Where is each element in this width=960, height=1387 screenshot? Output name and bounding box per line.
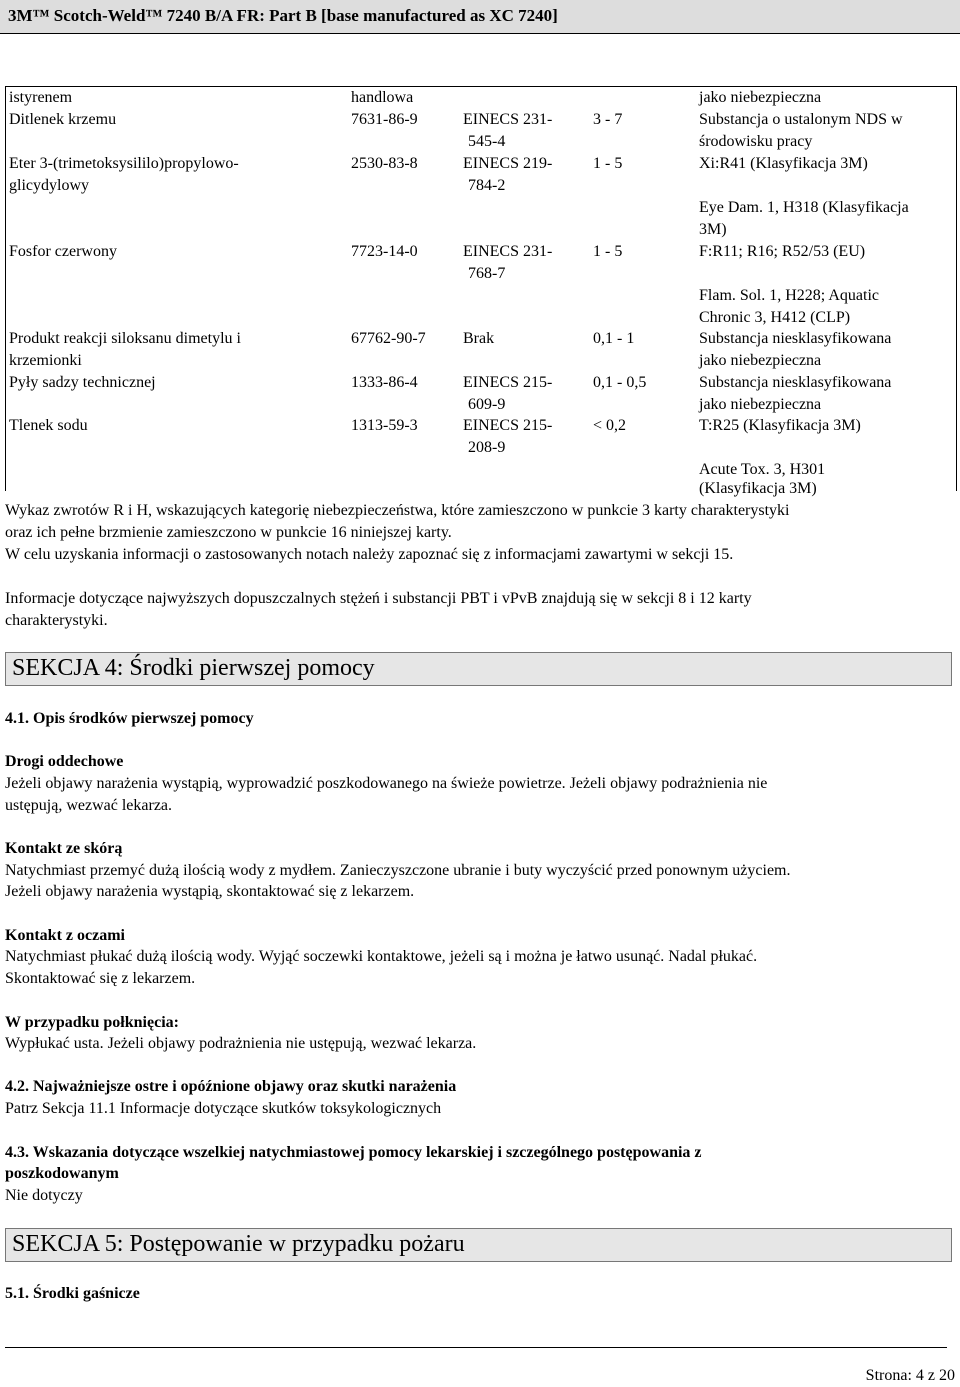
table-cell: 609-9: [468, 396, 506, 413]
table-cell: Substancja niesklasyfikowana: [699, 330, 892, 347]
table-cell: Ditlenek krzemu: [9, 111, 117, 128]
table-cell: handlowa: [351, 89, 414, 106]
subsection-heading: 4.2. Najważniejsze ostre i opóźnione objawy oraz skutki narażenia: [5, 1078, 457, 1095]
section-heading: [5, 1228, 952, 1262]
table-cell: EINECS 219-: [463, 155, 553, 172]
paragraph: Jeżeli objawy narażenia wystąpią, wyprowadzić poszkodowanego na świeże powietrze. Jeżeli objawy podrażnienia nie: [5, 775, 768, 792]
table-cell: Fosfor czerwony: [9, 243, 117, 260]
table-cell: jako niebezpieczna: [699, 396, 822, 413]
document-header: [0, 0, 960, 34]
paragraph: Nie dotyczy: [5, 1187, 83, 1204]
subsection-heading: Drogi oddechowe: [5, 753, 124, 770]
table-cell: Eter 3-(trimetoksysililo)propylowo-: [9, 155, 239, 172]
table-cell: < 0,2: [593, 417, 627, 434]
table-cell: EINECS 231-: [463, 111, 553, 128]
table-cell: istyrenem: [9, 89, 73, 106]
paragraph: W celu uzyskania informacji o zastosowanych notach należy zapoznać się z informacjami zawartymi w sekcji 15.: [5, 546, 734, 563]
paragraph: Natychmiast przemyć dużą ilością wody z mydłem. Zanieczyszczone ubranie i buty wyczyścić przed ponownym użyciem.: [5, 862, 791, 879]
subsection-heading: 4.3. Wskazania dotyczące wszelkiej natychmiastowej pomocy lekarskiej i szczególnego postępowania z: [5, 1144, 702, 1161]
table-cell: 545-4: [468, 133, 506, 150]
table-cell: Xi:R41 (Klasyfikacja 3M): [699, 155, 868, 172]
table-cell: EINECS 215-: [463, 417, 553, 434]
table-cell: 3 - 7: [593, 111, 623, 128]
table-cell: środowisku pracy: [699, 133, 813, 150]
table-cell: Tlenek sodu: [9, 417, 88, 434]
table-cell: EINECS 231-: [463, 243, 553, 260]
paragraph: oraz ich pełne brzmienie zamieszczono w punkcie 16 niniejszej karty.: [5, 524, 452, 541]
table-cell: Acute Tox. 3, H301: [699, 461, 826, 478]
subsection-heading: Kontakt z oczami: [5, 927, 125, 944]
table-cell: Pyły sadzy technicznej: [9, 374, 156, 391]
table-cell: Substancja o ustalonym NDS w: [699, 111, 903, 128]
table-cell: glicydylowy: [9, 177, 89, 194]
paragraph: ustępują, wezwać lekarza.: [5, 797, 173, 814]
table-cell: 0,1 - 0,5: [593, 374, 647, 391]
paragraph: Patrz Sekcja 11.1 Informacje dotyczące skutków toksykologicznych: [5, 1100, 442, 1117]
subsection-heading: poszkodowanym: [5, 1165, 119, 1182]
table-cell: krzemionki: [9, 352, 82, 369]
table-cell: jako niebezpieczna: [699, 352, 822, 369]
paragraph: Skontaktować się z lekarzem.: [5, 970, 196, 987]
table-cell: Chronic 3, H412 (CLP): [699, 309, 851, 326]
subsection-heading: 4.1. Opis środków pierwszej pomocy: [5, 710, 254, 727]
table-cell: Brak: [463, 330, 495, 347]
paragraph: Wykaz zwrotów R i H, wskazujących kategorię niebezpieczeństwa, które zamieszczono w punkcie 3 karty charakterystyki: [5, 502, 790, 519]
paragraph: Informacje dotyczące najwyższych dopuszczalnych stężeń i substancji PBT i vPvB znajdują się w sekcji 8 i 12 karty: [5, 590, 752, 607]
table-cell: 2530-83-8: [351, 155, 418, 172]
table-cell: Eye Dam. 1, H318 (Klasyfikacja: [699, 199, 909, 216]
section-heading: [5, 652, 952, 686]
table-cell: Produkt reakcji siloksanu dimetylu i: [9, 330, 241, 347]
table-cell: 1333-86-4: [351, 374, 418, 391]
section-title: SEKCJA 5: Postępowanie w przypadku pożaru: [12, 1231, 465, 1257]
table-cell: 0,1 - 1: [593, 330, 635, 347]
subsection-heading: W przypadku połknięcia:: [5, 1014, 179, 1031]
table-cell: F:R11; R16; R52/53 (EU): [699, 243, 866, 260]
document-title: 3M™ Scotch-Weld™ 7240 B/A FR: Part B [base manufactured as XC 7240]: [8, 6, 558, 25]
subsection-heading: 5.1. Środki gaśnicze: [5, 1285, 140, 1302]
table-cell: (Klasyfikacja 3M): [699, 480, 817, 497]
section-title: SEKCJA 4: Środki pierwszej pomocy: [12, 655, 375, 681]
table-cell: 1 - 5: [593, 243, 623, 260]
table-cell: 7631-86-9: [351, 111, 418, 128]
page-number: Strona: 4 z 20: [865, 1367, 955, 1384]
table-cell: Flam. Sol. 1, H228; Aquatic: [699, 287, 879, 304]
paragraph: charakterystyki.: [5, 612, 108, 629]
table-cell: T:R25 (Klasyfikacja 3M): [699, 417, 861, 434]
paragraph: Wypłukać usta. Jeżeli objawy podrażnienia nie ustępują, wezwać lekarza.: [5, 1035, 477, 1052]
paragraph: Natychmiast płukać dużą ilością wody. Wyjąć soczewki kontaktowe, jeżeli są i można je łatwo usunąć. Nadal płukać.: [5, 948, 758, 965]
subsection-heading: Kontakt ze skórą: [5, 840, 123, 857]
paragraph: Jeżeli objawy narażenia wystąpią, skontaktować się z lekarzem.: [5, 883, 415, 900]
table-cell: 208-9: [468, 439, 506, 456]
table-cell: EINECS 215-: [463, 374, 553, 391]
table-cell: 1 - 5: [593, 155, 623, 172]
table-cell: 7723-14-0: [351, 243, 418, 260]
table-cell: 768-7: [468, 265, 506, 282]
table-cell: 1313-59-3: [351, 417, 418, 434]
table-cell: 67762-90-7: [351, 330, 426, 347]
table-cell: 784-2: [468, 177, 506, 194]
components-table: [5, 86, 957, 497]
table-cell: 3M): [699, 221, 727, 238]
table-cell: Substancja niesklasyfikowana: [699, 374, 892, 391]
table-cell: jako niebezpieczna: [699, 89, 822, 106]
footer-divider: [5, 1347, 947, 1348]
